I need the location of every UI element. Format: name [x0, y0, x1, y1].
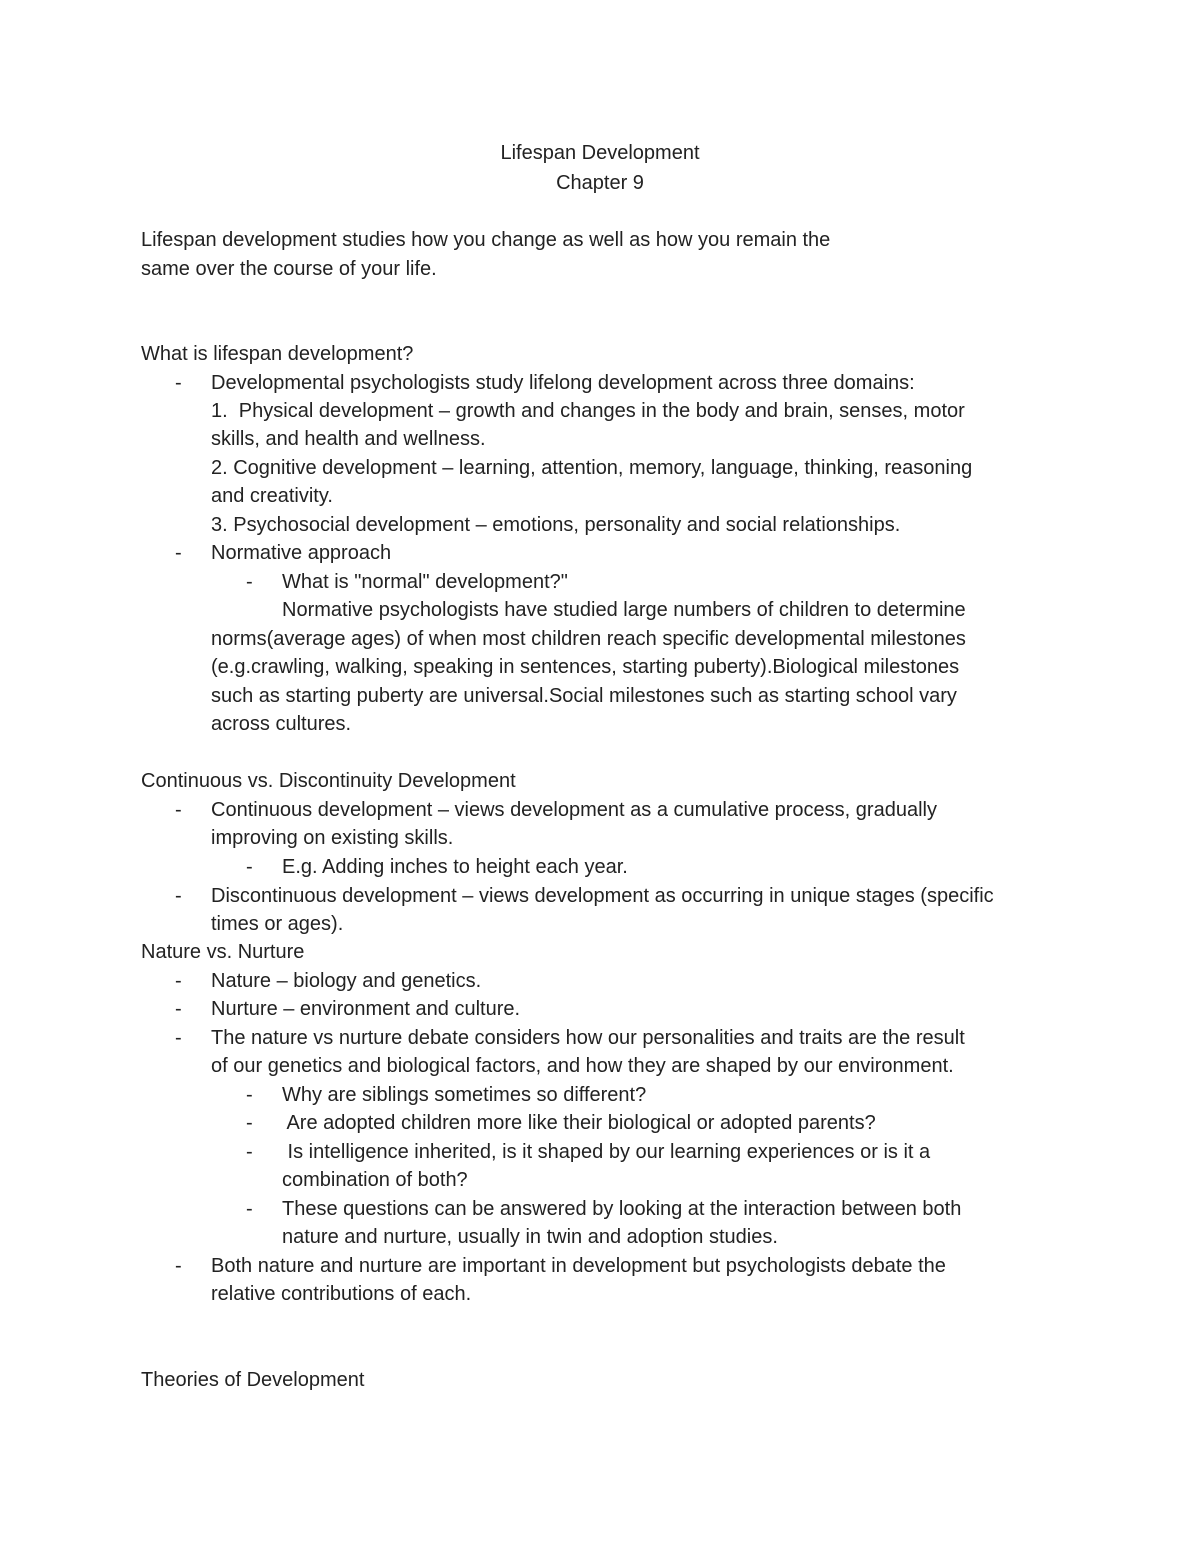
paragraph-line: norms(average ages) of when most children reach specific developmental milestones	[211, 628, 966, 650]
intro-line: Lifespan development studies how you change as well as how you remain the	[141, 229, 831, 251]
section-heading-theories: Theories of Development	[141, 1369, 365, 1391]
sub-bullet-text: Is intelligence inherited, is it shaped by our learning experiences or is it a	[282, 1141, 931, 1163]
section-heading-nature: Nature vs. Nurture	[141, 941, 305, 963]
domain-item: and creativity.	[211, 485, 333, 507]
bullet-text: Developmental psychologists study lifelong development across three domains:	[211, 372, 915, 394]
bullet-text: Continuous development – views development as a cumulative process, gradually	[211, 799, 937, 821]
bullet-dash: -	[175, 970, 182, 992]
sub-bullet-dash: -	[246, 1084, 253, 1106]
bullet-dash: -	[175, 799, 182, 821]
domain-item: skills, and health and wellness.	[211, 428, 486, 450]
sub-bullet-dash: -	[246, 1198, 253, 1220]
paragraph-line: (e.g.crawling, walking, speaking in sentences, starting puberty).Biological milestones	[211, 656, 960, 678]
bullet-text: Discontinuous development – views development as occurring in unique stages (specific	[211, 885, 994, 907]
sub-bullet-dash: -	[246, 571, 253, 593]
paragraph-line: such as starting puberty are universal.Social milestones such as starting school vary	[211, 685, 957, 707]
bullet-text: of our genetics and biological factors, and how they are shaped by our environment.	[211, 1055, 954, 1077]
section-heading-continuous: Continuous vs. Discontinuity Development	[141, 770, 516, 792]
domain-item: 3. Psychosocial development – emotions, personality and social relationships.	[211, 514, 901, 536]
sub-bullet-dash: -	[246, 1112, 253, 1134]
bullet-text: Nurture – environment and culture.	[211, 998, 521, 1020]
intro-line: same over the course of your life.	[141, 258, 437, 280]
domain-item: 1. Physical development – growth and changes in the body and brain, senses, motor	[211, 400, 965, 422]
sub-bullet-text: Why are siblings sometimes so different?	[282, 1084, 647, 1106]
domain-item: 2. Cognitive development – learning, attention, memory, language, thinking, reasoning	[211, 457, 973, 479]
bullet-dash: -	[175, 1027, 182, 1049]
bullet-text: Nature – biology and genetics.	[211, 970, 482, 992]
bullet-dash: -	[175, 372, 182, 394]
bullet-text: The nature vs nurture debate considers how our personalities and traits are the result	[211, 1027, 965, 1049]
chapter-label: Chapter 9	[556, 172, 644, 194]
document-title: Lifespan Development	[500, 142, 700, 164]
bullet-dash: -	[175, 885, 182, 907]
sub-bullet-dash: -	[246, 856, 253, 878]
bullet-text: Both nature and nurture are important in development but psychologists debate the	[211, 1255, 946, 1277]
bullet-dash: -	[175, 542, 182, 564]
section-heading-lifespan: What is lifespan development?	[141, 343, 414, 365]
sub-bullet-text: Are adopted children more like their biological or adopted parents?	[282, 1112, 876, 1134]
bullet-dash: -	[175, 998, 182, 1020]
sub-bullet-text: nature and nurture, usually in twin and adoption studies.	[282, 1226, 778, 1248]
sub-bullet-dash: -	[246, 1141, 253, 1163]
bullet-text: relative contributions of each.	[211, 1283, 472, 1305]
bullet-text: Normative approach	[211, 542, 392, 564]
paragraph-line: Normative psychologists have studied large numbers of children to determine	[282, 599, 966, 621]
bullet-text: times or ages).	[211, 913, 344, 935]
sub-bullet-text: What is "normal" development?"	[282, 571, 568, 593]
sub-bullet-text: E.g. Adding inches to height each year.	[282, 856, 628, 878]
bullet-dash: -	[175, 1255, 182, 1277]
sub-bullet-text: These questions can be answered by looking at the interaction between both	[282, 1198, 962, 1220]
sub-bullet-text: combination of both?	[282, 1169, 468, 1191]
paragraph-line: across cultures.	[211, 713, 352, 735]
bullet-text: improving on existing skills.	[211, 827, 454, 849]
